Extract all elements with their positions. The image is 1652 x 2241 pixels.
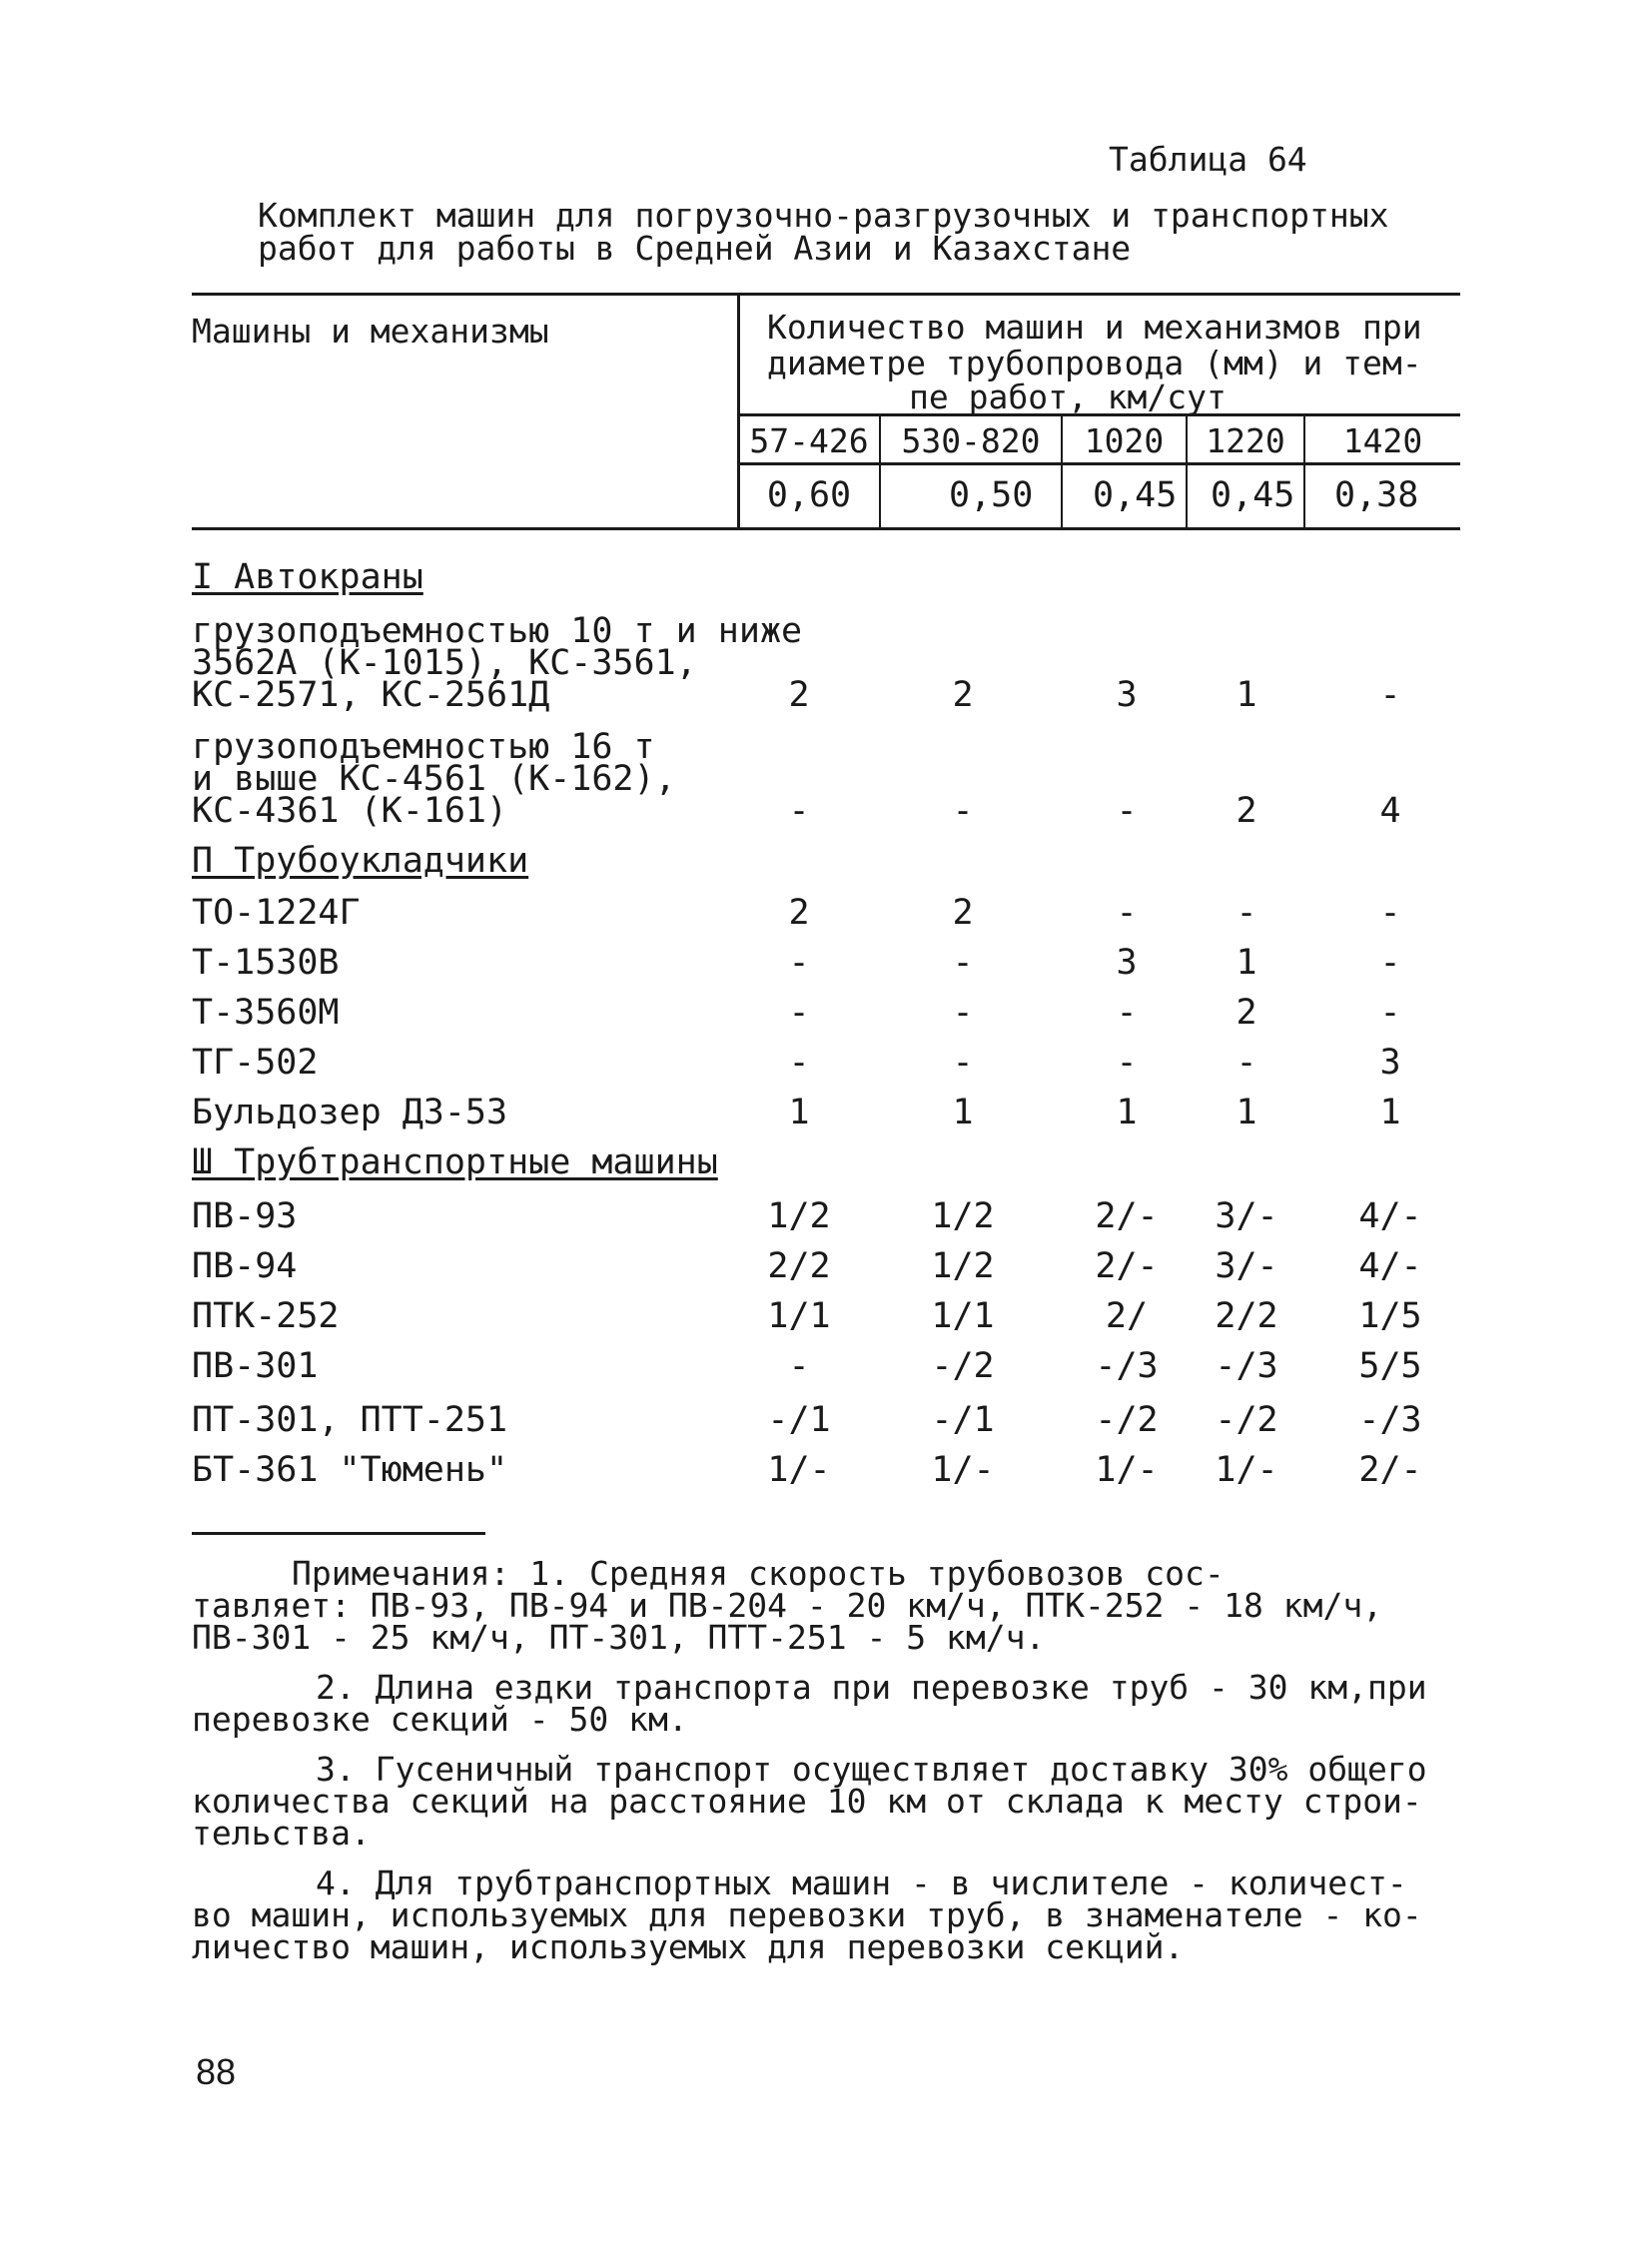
table-cell: - bbox=[788, 943, 810, 983]
table-cell: - bbox=[1379, 675, 1401, 715]
table-cell: - bbox=[1116, 791, 1138, 831]
header-quantity-line2: диаметре трубопровода (мм) и тем- bbox=[767, 344, 1422, 382]
note-1-line2: тавляет: ПВ-93, ПВ-94 и ПВ-204 - 20 км/ч, ПТК-252 - 18 км/ч, bbox=[192, 1586, 1383, 1625]
table-top-rule bbox=[192, 293, 1460, 296]
table-cell: 2/ bbox=[1105, 1296, 1149, 1336]
table-cell: 2 bbox=[952, 675, 974, 715]
table-cell: 1/- bbox=[1215, 1450, 1278, 1490]
table-cell: 3/- bbox=[1215, 1196, 1278, 1236]
table-cell: 3/- bbox=[1215, 1246, 1278, 1286]
table-cell: 4/- bbox=[1358, 1246, 1422, 1286]
diameter-1: 57-426 bbox=[749, 421, 869, 460]
table-cell: 1/- bbox=[931, 1450, 995, 1490]
table-cell: - bbox=[952, 993, 974, 1033]
table-cell: 1/2 bbox=[931, 1196, 995, 1236]
table-cell: 1/2 bbox=[931, 1246, 995, 1286]
row-name: грузоподъемностью 16 т bbox=[192, 727, 655, 767]
table-cell: 1 bbox=[1236, 675, 1257, 715]
row-name: Т-1530В bbox=[192, 943, 340, 983]
note-1-line3: ПВ-301 - 25 км/ч, ПТ-301, ПТТ-251 - 5 км/ч. bbox=[192, 1618, 1046, 1657]
row-name: грузоподъемностью 10 т и ниже bbox=[192, 611, 803, 651]
rate-row-top-rule bbox=[737, 462, 1460, 465]
note-2-line2: перевозке секций - 50 км. bbox=[192, 1700, 688, 1739]
row-name: и выше КС-4561 (К-162), bbox=[192, 759, 676, 799]
row-name: ПТ-301, ПТТ-251 bbox=[192, 1400, 508, 1440]
table-cell: 3 bbox=[1379, 1043, 1401, 1083]
table-cell: 5/5 bbox=[1358, 1346, 1422, 1386]
rate-2: 0,50 bbox=[949, 475, 1034, 515]
table-cell: -/2 bbox=[1095, 1400, 1159, 1440]
note-3-line2: количества секций на расстояние 10 км от склада к месту строи- bbox=[192, 1782, 1422, 1821]
table-cell: 1/- bbox=[1095, 1450, 1159, 1490]
row-name: ПВ-93 bbox=[192, 1196, 298, 1236]
table-title-line1: Комплект машин для погрузочно-разгрузочных и транспортных bbox=[258, 196, 1389, 235]
notes-separator bbox=[192, 1532, 485, 1535]
table-cell: - bbox=[1116, 993, 1138, 1033]
note-3-line3: тельства. bbox=[192, 1814, 371, 1853]
note-4-line1: 4. Для трубтранспортных машин - в числителе - количест- bbox=[316, 1864, 1407, 1902]
table-cell: 2/- bbox=[1095, 1246, 1159, 1286]
note-4-line3: личество машин, используемых для перевозки секций. bbox=[192, 1927, 1185, 1966]
table-cell: - bbox=[1379, 943, 1401, 983]
table-cell: - bbox=[952, 1043, 974, 1083]
diameter-4: 1220 bbox=[1206, 421, 1285, 460]
table-cell: 2 bbox=[788, 675, 810, 715]
table-cell: 4 bbox=[1379, 791, 1401, 831]
row-name: КС-4361 (К-161) bbox=[192, 791, 508, 831]
table-cell: 1/5 bbox=[1358, 1296, 1422, 1336]
table-cell: 2/2 bbox=[1215, 1296, 1278, 1336]
note-3-line1: 3. Гусеничный транспорт осуществляет доставку 30% общего bbox=[316, 1750, 1427, 1789]
table-cell: - bbox=[1116, 1043, 1138, 1083]
table-cell: 1/1 bbox=[767, 1296, 831, 1336]
table-cell: 4/- bbox=[1358, 1196, 1422, 1236]
row-name: ТГ-502 bbox=[192, 1043, 319, 1083]
table-cell: -/2 bbox=[1215, 1400, 1278, 1440]
diameter-5: 1420 bbox=[1342, 421, 1423, 460]
row-name: Бульдозер ДЗ-53 bbox=[192, 1093, 508, 1132]
diameter-3: 1020 bbox=[1084, 421, 1165, 460]
rate-3: 0,45 bbox=[1093, 475, 1178, 515]
section-pipe-transport: Ш Трубтранспортные машины bbox=[192, 1142, 718, 1182]
table-cell: 2 bbox=[952, 893, 974, 933]
rate-5: 0,38 bbox=[1334, 475, 1419, 515]
table-cell: - bbox=[1236, 1043, 1257, 1083]
table-cell: 3 bbox=[1116, 943, 1138, 983]
table-title-line2: работ для работы в Средней Азии и Казахстане bbox=[258, 229, 1132, 268]
row-name: Т-3560М bbox=[192, 993, 340, 1033]
table-cell: -/1 bbox=[767, 1400, 831, 1440]
row-name: ПВ-301 bbox=[192, 1346, 319, 1386]
table-cell: 2/- bbox=[1358, 1450, 1422, 1490]
note-2-line1: 2. Длина ездки транспорта при перевозке труб - 30 км,при bbox=[316, 1668, 1427, 1707]
header-quantity-line1: Количество машин и механизмов при bbox=[767, 308, 1422, 347]
table-cell: - bbox=[788, 993, 810, 1033]
diameter-2: 530-820 bbox=[901, 421, 1041, 460]
row-name: ПВ-94 bbox=[192, 1246, 298, 1286]
table-cell: 1/1 bbox=[931, 1296, 995, 1336]
table-cell: 1 bbox=[952, 1093, 974, 1132]
table-cell: 1 bbox=[1236, 943, 1257, 983]
table-cell: 1 bbox=[1116, 1093, 1138, 1132]
header-bottom-rule bbox=[192, 527, 1460, 530]
table-cell: 1 bbox=[788, 1093, 810, 1132]
table-cell: - bbox=[952, 791, 974, 831]
table-cell: - bbox=[952, 943, 974, 983]
table-label: Таблица 64 bbox=[1109, 140, 1307, 179]
table-cell: - bbox=[1236, 893, 1257, 933]
header-quantity-line3: пе работ, км/сут bbox=[909, 377, 1227, 416]
row-name: ТО-1224Г bbox=[192, 893, 361, 933]
row-name: КС-2571, КС-2561Д bbox=[192, 675, 550, 715]
table-cell: 1/- bbox=[767, 1450, 831, 1490]
table-cell: - bbox=[1379, 993, 1401, 1033]
table-cell: - bbox=[1116, 893, 1138, 933]
table-cell: 1/2 bbox=[767, 1196, 831, 1236]
table-cell: 1 bbox=[1379, 1093, 1401, 1132]
table-cell: -/3 bbox=[1358, 1400, 1422, 1440]
table-cell: -/2 bbox=[931, 1346, 995, 1386]
section-autocranes: I Автокраны bbox=[192, 557, 423, 597]
table-cell: - bbox=[788, 1043, 810, 1083]
table-cell: -/3 bbox=[1095, 1346, 1159, 1386]
table-cell: 2 bbox=[1236, 791, 1257, 831]
rate-4: 0,45 bbox=[1211, 475, 1295, 515]
header-machines: Машины и механизмы bbox=[192, 312, 549, 351]
note-4-line2: во машин, используемых для перевозки труб, в знаменателе - ко- bbox=[192, 1895, 1422, 1934]
page-number: 88 bbox=[196, 2051, 237, 2092]
rate-1: 0,60 bbox=[766, 475, 852, 515]
table-cell: - bbox=[788, 791, 810, 831]
table-cell: - bbox=[788, 1346, 810, 1386]
table-cell: 3 bbox=[1116, 675, 1138, 715]
row-name: ПТК-252 bbox=[192, 1296, 340, 1336]
table-cell: 2/- bbox=[1095, 1196, 1159, 1236]
table-cell: -/3 bbox=[1215, 1346, 1278, 1386]
table-cell: 1 bbox=[1236, 1093, 1257, 1132]
table-cell: 2/2 bbox=[767, 1246, 831, 1286]
table-cell: - bbox=[1379, 893, 1401, 933]
table-cell: 2 bbox=[1236, 993, 1257, 1033]
row-name: БТ-361 "Тюмень" bbox=[192, 1450, 508, 1490]
table-cell: 2 bbox=[788, 893, 810, 933]
note-1-line1: Примечания: 1. Средняя скорость трубовозов сос- bbox=[292, 1554, 1225, 1593]
table-cell: -/1 bbox=[931, 1400, 995, 1440]
row-name: 3562А (К-1015), КС-3561, bbox=[192, 643, 697, 683]
section-pipelayers: П Трубоукладчики bbox=[192, 841, 529, 881]
